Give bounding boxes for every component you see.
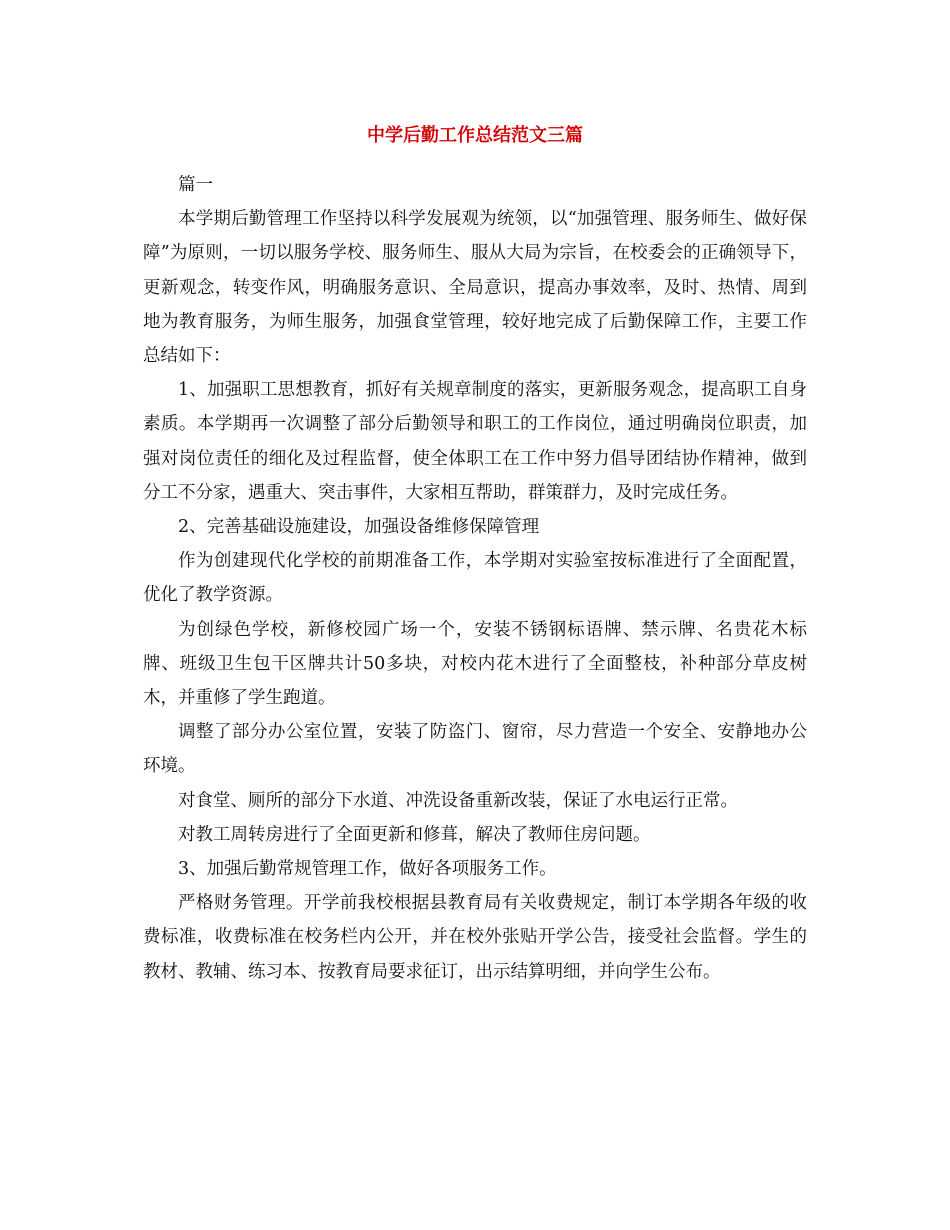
document-body bbox=[143, 168, 807, 989]
paragraph: 作为创建现代化学校的前期准备工作，本学期对实验室按标准进行了全面配置，优化了教学资源。 bbox=[143, 551, 807, 606]
paragraph: 对教工周转房进行了全面更新和修葺，解决了教师住房问题。 bbox=[178, 824, 651, 845]
paragraph: 为创绿色学校，新修校园广场一个，安装不锈钢标语牌、禁示牌、名贵花木标牌、班级卫生包干区牌共计50多块，对校内花木进行了全面整枝，补种部分草皮树木，并重修了学生跑道。 bbox=[143, 619, 807, 709]
paragraph: 本学期后勤管理工作坚持以科学发展观为统领，以“加强管理、服务师生、做好保障”为原则，一切以服务学校、服务师生、服从大局为宗旨，在校委会的正确领导下，更新观念，转变作风，明确服务意识、全局意识，提高办事效率，及时、热情、周到地为教育服务，为师生服务，加强食堂管理，较好地完成了后勤保障工作，主要工作总结如下： bbox=[143, 209, 807, 367]
paragraph: 严格财务管理。开学前我校根据县教育局有关收费规定，制订本学期各年级的收费标准，收费标准在校务栏内公开，并在校外张贴开学公告，接受社会监督。学生的教材、教辅、练习本、按教育局要求征订，出示结算明细，并向学生公布。 bbox=[143, 893, 807, 982]
paragraph: 调整了部分办公室位置，安装了防盗门、窗帘，尽力营造一个安全、安静地办公环境。 bbox=[143, 722, 807, 777]
paragraph: 对食堂、厕所的部分下水道、冲洗设备重新改装，保证了水电运行正常。 bbox=[178, 790, 738, 811]
paragraph: 篇一 bbox=[178, 175, 213, 195]
paragraph: 2、完善基础设施建设，加强设备维修保障管理 bbox=[178, 517, 540, 538]
paragraph: 3、加强后勤常规管理工作，做好各项服务工作。 bbox=[178, 859, 557, 880]
document-title: 中学后勤工作总结范文三篇 bbox=[367, 125, 583, 146]
paragraph: 1、加强职工思想教育，抓好有关规章制度的落实，更新服务观念，提高职工自身素质。本学期再一次调整了部分后勤领导和职工的工作岗位，通过明确岗位职责，加强对岗位责任的细化及过程监督，使全体职工在工作中努力倡导团结协作精神，做到分工不分家，遇重大、突击事件，大家相互帮助，群策群力，及时完成任务。 bbox=[143, 380, 807, 503]
